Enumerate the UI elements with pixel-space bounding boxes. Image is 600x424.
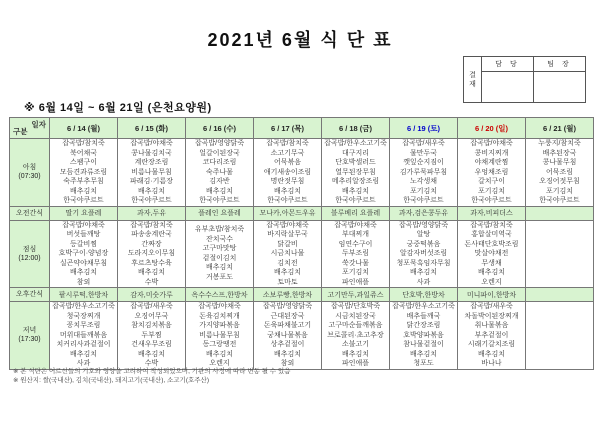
menu-cell: 딸기 요플레 [50, 206, 118, 220]
row-오후간식 [10, 288, 594, 302]
menu-cell: 팥시루떡,한방차 [50, 288, 118, 302]
date-header-1: 6 / 14 (월) [50, 118, 118, 139]
menu-cell: 잡곡밥/새우죽 오징어무국 참치김치볶음 두부찜 건새우무조림 배추김치 수박 [118, 302, 186, 370]
menu-cell: 잡곡밥/새우죽 차돌박이된장찌개 취나물볶음 부추겉절이 시래기갈치조림 배추김치 바나나 [458, 302, 526, 370]
menu-cell: 잡곡밥/한우소고기죽 배추들깨국 닭간장조림 호박양파볶음 참나물겉절이 배추김치 청포도 [390, 302, 458, 370]
menu-cell: 플레인 요플레 [186, 206, 254, 220]
date-header-2: 6 / 15 (화) [118, 118, 186, 139]
menu-cell: 누룽지/참치죽 배추된장국 콩나물무침 어묵조림 오징어젓무침 포기김치 한국야쿠르트 [526, 139, 594, 207]
approval-sign-cell-teamlead [534, 72, 586, 103]
row-아침 [10, 139, 594, 207]
menu-cell: 잡곡밥/단호박죽 시금치된장국 고구마순들깨볶음 브로콜리·초고추장 소불고기 배추김치 파인애플 [322, 302, 390, 370]
row-label-저녁: 저녁 (17:30) [10, 302, 50, 370]
menu-cell: 유부초밥/참치죽 잔치국수 고구마맛탕 겉절이김치 배추김치 거봉포도 [186, 220, 254, 288]
footnote-line: ※ 원산지: 쌀(국내산), 김치(국내산), 돼지고기(국내산), 소고기(호주산) [13, 376, 209, 384]
row-label-오후간식: 오후간식 [10, 288, 50, 302]
menu-cell: 옥수수스프,한방차 [186, 288, 254, 302]
meal-plan-table [9, 117, 594, 370]
menu-cell: 잡곡밥/참치죽 소고기무국 어묵볶음 애기새송이조림 명란젓무침 배추김치 한국야쿠르트 [254, 139, 322, 207]
date-header-3: 6 / 16 (수) [186, 118, 254, 139]
menu-cell: 잡곡밥/참치죽 파송송계란국 간짜장 도라지오이무침 후르츠탕수육 배추김치 수박 [118, 220, 186, 288]
menu-cell: 잡곡밥/한우소고기죽 청국장찌개 꽁치무조림 머위대들깨볶음 치커리사과겉절이 배추김치 사과 [50, 302, 118, 370]
menu-cell: 블루베리 요플레 [322, 206, 390, 220]
date-header-5: 6 / 18 (금) [322, 118, 390, 139]
page-title: 2021년 6월 식 단 표 [207, 30, 393, 50]
menu-cell [526, 220, 594, 288]
approval-sign-cell-manager [482, 72, 534, 103]
corner-label-date: 일자 [31, 120, 46, 129]
menu-cell: 고기만두,과일쥬스 [322, 288, 390, 302]
footnote-line: ※ 본 식단은 어르신들의 기호와 영양을 고려하여 작성되었으며, 기관의 사정에 따라 변동 될 수 있음 [13, 368, 291, 375]
date-header-8: 6 / 21 (월) [526, 118, 594, 139]
approval-box [463, 56, 586, 103]
row-오전간식 [10, 206, 594, 220]
menu-cell: 잡곡밥/야채죽 버섯들깨탕 등갈비찜 호박구이·양념장 실곤약야채무침 배추김치 참외 [50, 220, 118, 288]
menu-cell: 과자,검은콩두유 [390, 206, 458, 220]
menu-cell: 미니파이,한방차 [458, 288, 526, 302]
footnotes [13, 368, 290, 385]
menu-cell: 단호박,한방차 [390, 288, 458, 302]
menu-cell: 잡곡밥/영양닭죽 근대된장국 돈육파채불고기 궁채나물볶음 상추겉절이 배추김치 참외 [254, 302, 322, 370]
approval-col-teamlead: 팀 장 [534, 57, 586, 72]
menu-cell: 잡곡밥/영양닭죽 알탕 궁중떡볶음 알감자버섯조림 청포묵흑임자무침 배추김치 사과 [390, 220, 458, 288]
menu-cell: 잡곡밥/야채죽 돈육김치찌개 가지양파볶음 비름나물무침 동그랑땡전 배추김치 오렌지 [186, 302, 254, 370]
menu-cell: 잡곡밥/한우소고기죽 대구지리 단호박샐러드 열무된장무침 메추리알장조림 배추김치 한국야쿠르트 [322, 139, 390, 207]
menu-cell: 잡곡밥/야채죽 바지락살무국 닭갈비 시금치나물 김치전 배추김치 토마토 [254, 220, 322, 288]
menu-cell: 잡곡밥/야채죽 부대찌개 임연수구이 두부조림 쑥갓나물 포기김치 파인애플 [322, 220, 390, 288]
menu-cell: 모나카,아몬드우유 [254, 206, 322, 220]
menu-cell: 잡곡밥/영양닭죽 얼갈이된장국 코다리조림 숙주나물 김자반 배추김치 한국야쿠르트 [186, 139, 254, 207]
corner-label-category: 구분 [13, 127, 28, 136]
menu-cell: 잡곡밥/참치죽 홍합살미역국 돈사태단호박조림 맛살야채전 무생채 배추김치 오렌지 [458, 220, 526, 288]
menu-cell: 잡곡밥/야채죽 콩비지찌개 야채계란찜 우엉채조림 갈치구이 포기김치 한국야쿠르트 [458, 139, 526, 207]
date-header-7: 6 / 20 (일) [458, 118, 526, 139]
approval-col-manager: 담 당 [482, 57, 534, 72]
date-header-4: 6 / 17 (목) [254, 118, 322, 139]
menu-cell [526, 206, 594, 220]
menu-cell [526, 288, 594, 302]
menu-cell: 감자,미숫가루 [118, 288, 186, 302]
row-label-아침: 아침 (07:30) [10, 139, 50, 207]
row-점심 [10, 220, 594, 288]
row-저녁 [10, 302, 594, 370]
menu-cell: 잡곡밥/참치죽 북어채국 스팸구이 모듬견과류조림 숙주부추무침 배추김치 한국야쿠르트 [50, 139, 118, 207]
row-label-점심: 점심 (12:00) [10, 220, 50, 288]
date-range-subtitle: ※ 6월 14일 ~ 6월 21일 (은천요양원) [24, 102, 212, 114]
menu-cell: 잡곡밥/새우죽 물만두국 깻잎순지짐이 김가루묵파무침 노각생채 포기김치 한국야쿠르트 [390, 139, 458, 207]
date-header-6: 6 / 19 (토) [390, 118, 458, 139]
menu-cell: 과자,비피더스 [458, 206, 526, 220]
approval-stamp-label: 결 재 [464, 57, 482, 103]
menu-cell [526, 302, 594, 370]
menu-cell: 소보루빵,한방차 [254, 288, 322, 302]
menu-cell: 과자,두유 [118, 206, 186, 220]
row-label-오전간식: 오전간식 [10, 206, 50, 220]
corner-cell [10, 118, 50, 139]
menu-cell: 잡곡밥/야채죽 콩나물김치국 계란장조림 비름나물무침 파래김·기름장 배추김치 한국야쿠르트 [118, 139, 186, 207]
